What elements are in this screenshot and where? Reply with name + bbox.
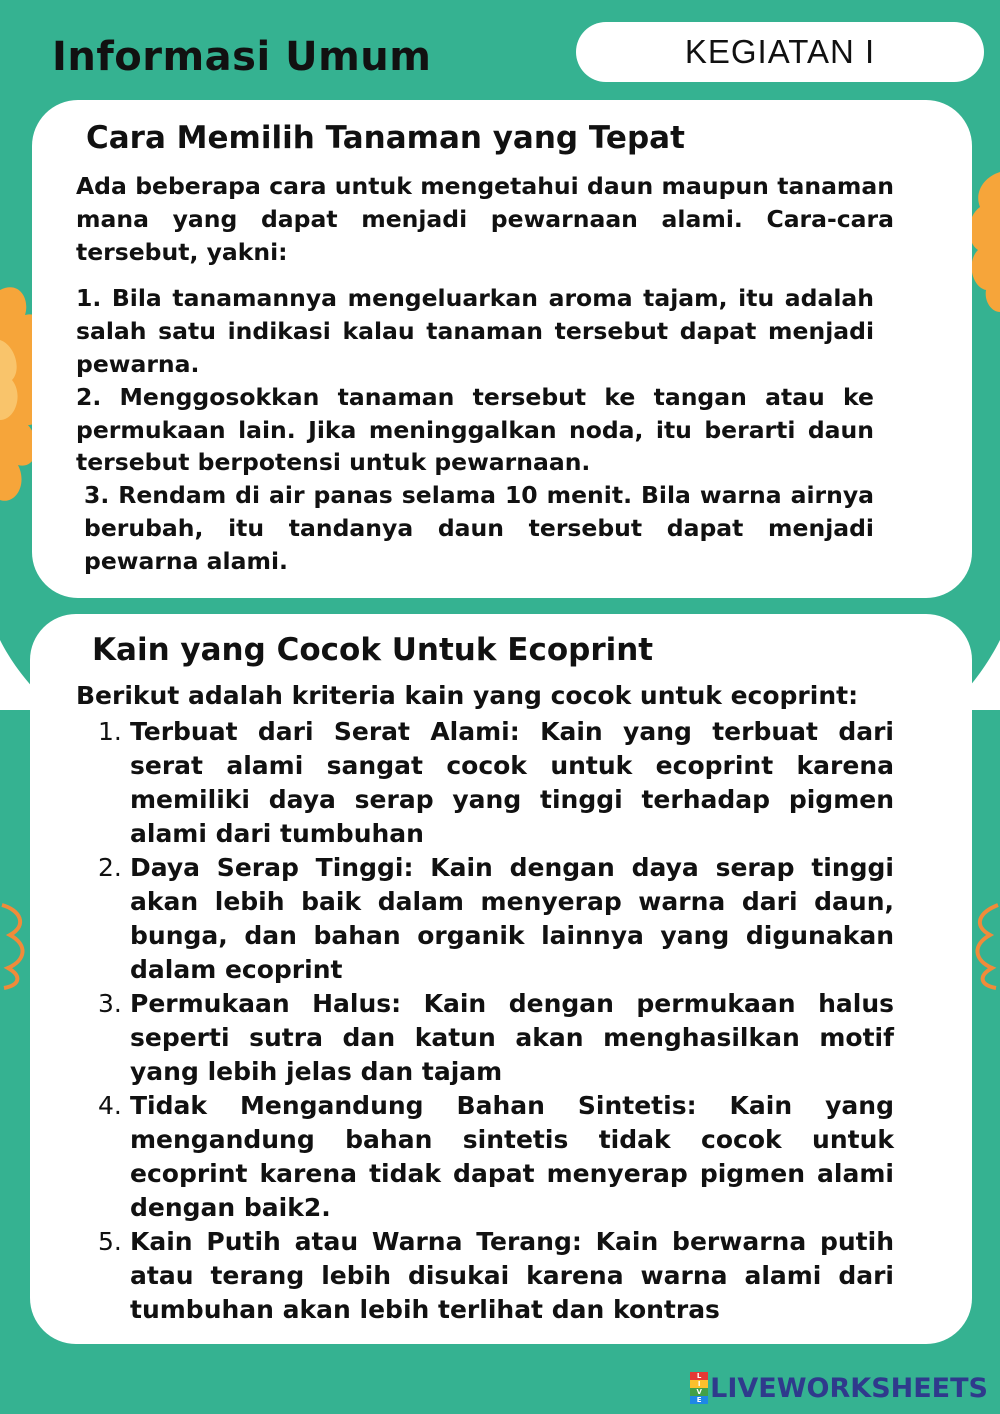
list-item-number: 4. [98, 1090, 122, 1120]
brand-name: LIVEWORKSHEETS [710, 1372, 988, 1404]
orange-squiggle-left-decoration [0, 900, 34, 990]
fabric-criteria-list [76, 715, 894, 1327]
ecoprint-fabric-intro: Berikut adalah kriteria kain yang cocok untuk ecoprint: [76, 681, 859, 710]
list-item-number: 2. [98, 852, 122, 882]
activity-badge [576, 22, 984, 82]
list-item-text: Daya Serap Tinggi: Kain dengan daya serap tinggi akan lebih baik dalam menyerap warna dari daun, bunga, dan bahan organik lainnya yang digunakan dalam ecoprint [130, 852, 894, 984]
plant-selection-step-2: 2. Menggosokkan tanaman tersebut ke tangan atau ke permukaan lain. Jika meninggalkan noda, itu berarti daun tersebut berpotensi untuk pewarnaan. [76, 382, 874, 477]
ecoprint-fabric-card [30, 614, 972, 1344]
plant-selection-heading: Cara Memilih Tanaman yang Tepat [86, 120, 685, 156]
list-item-number: 3. [98, 988, 122, 1018]
plant-selection-intro: Ada beberapa cara untuk mengetahui daun maupun tanaman mana yang dapat menjadi pewarnaan alami. Cara-cara tersebut, yakni: [76, 172, 894, 266]
plant-selection-step-3: 3. Rendam di air panas selama 10 menit. Bila warna airnya berubah, itu tandanya daun tersebut dapat menjadi pewarna alami. [84, 481, 874, 575]
page-title: Informasi Umum [52, 34, 432, 80]
liveworksheets-brand[interactable] [690, 1372, 988, 1404]
list-item-text: Terbuat dari Serat Alami: Kain yang terbuat dari serat alami sangat cocok untuk ecoprint karena memiliki daya serap yang tinggi terhadap pigmen alami dari tumbuhan [130, 716, 894, 848]
plant-selection-card [32, 100, 972, 598]
liveworksheets-logo-icon: L I V E [690, 1372, 708, 1404]
list-item-number: 1. [98, 716, 122, 746]
ecoprint-fabric-heading: Kain yang Cocok Untuk Ecoprint [92, 632, 654, 668]
list-item [76, 1089, 894, 1225]
list-item [76, 987, 894, 1089]
list-item-text: Tidak Mengandung Bahan Sintetis: Kain yang mengandung bahan sintetis tidak cocok untuk ecoprint karena tidak dapat menyerap pigmen alami dengan baik2. [130, 1090, 894, 1222]
list-item [76, 715, 894, 851]
list-item-number: 5. [98, 1226, 122, 1256]
list-item-text: Permukaan Halus: Kain dengan permukaan halus seperti sutra dan katun akan menghasilkan motif yang lebih jelas dan tajam [130, 988, 894, 1086]
plant-selection-step-1: 1. Bila tanamannya mengeluarkan aroma tajam, itu adalah salah satu indikasi kalau tanaman tersebut dapat menjadi pewarna. [76, 284, 874, 378]
list-item-text: Kain Putih atau Warna Terang: Kain berwarna putih atau terang lebih disukai karena warna alami dari tumbuhan akan lebih terlihat dan kontras [130, 1226, 894, 1324]
list-item [76, 1225, 894, 1327]
plant-selection-steps [76, 282, 874, 577]
activity-label: KEGIATAN I [684, 33, 876, 70]
list-item [76, 851, 894, 987]
